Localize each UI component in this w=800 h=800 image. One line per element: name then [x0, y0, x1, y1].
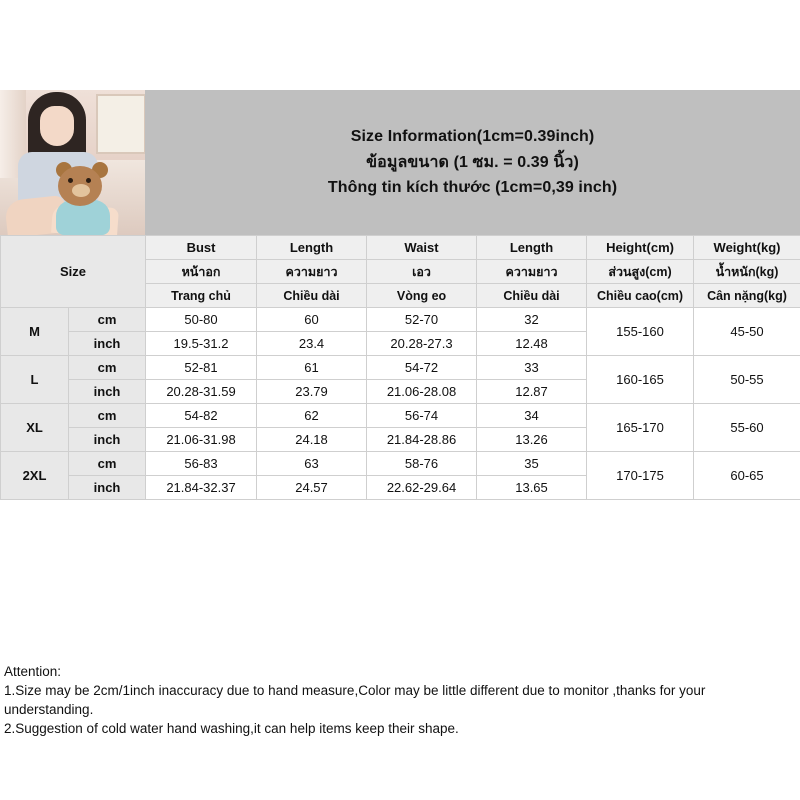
cell-waist: 58-76: [367, 452, 477, 476]
cell-waist: 20.28-27.3: [367, 332, 477, 356]
cell-length2: 13.65: [477, 476, 587, 500]
table-row: [1, 452, 800, 476]
col-weight-en: Weight(kg): [694, 236, 800, 260]
col-waist-en: Waist: [367, 236, 477, 260]
cell-waist: 52-70: [367, 308, 477, 332]
row-size-m: M: [1, 308, 69, 356]
cell-length2: 32: [477, 308, 587, 332]
row-unit-inch: inch: [69, 332, 146, 356]
row-size-l: L: [1, 356, 69, 404]
row-unit-cm: cm: [69, 308, 146, 332]
title-line-vi: Thông tin kích thước (1cm=0,39 inch): [327, 179, 618, 196]
col-weight-th: น้ำหนัก(kg): [694, 260, 800, 284]
photo-window: [96, 94, 145, 154]
model-photo: [0, 90, 145, 235]
row-unit-cm: cm: [69, 356, 146, 380]
chart-header: [0, 90, 800, 235]
cell-length1: 23.4: [257, 332, 367, 356]
row-unit-inch: inch: [69, 380, 146, 404]
size-chart-card: [0, 90, 800, 737]
attention-title: Attention:: [4, 664, 62, 679]
col-bust-th: หน้าอก: [146, 260, 257, 284]
cell-length2: 33: [477, 356, 587, 380]
title-line-en: Size Information(1cm=0.39inch): [350, 128, 595, 145]
cell-length1: 63: [257, 452, 367, 476]
size-header-cell: Size: [1, 236, 146, 308]
cell-length2: 35: [477, 452, 587, 476]
attention-note-2: 2.Suggestion of cold water hand washing,it can help items keep their shape.: [4, 721, 459, 737]
teddy-bear-snout: [72, 184, 90, 197]
cell-length1: 24.57: [257, 476, 367, 500]
row-unit-inch: inch: [69, 428, 146, 452]
cell-waist: 56-74: [367, 404, 477, 428]
cell-bust: 19.5-31.2: [146, 332, 257, 356]
cell-height: 155-160: [587, 308, 694, 356]
row-size-xl: XL: [1, 404, 69, 452]
cell-weight: 50-55: [694, 356, 800, 404]
cell-length1: 61: [257, 356, 367, 380]
teddy-bear-eye-left: [68, 178, 73, 183]
cell-height: 160-165: [587, 356, 694, 404]
title-line-th: ข้อมูลขนาด (1 ซม. = 0.39 นิ้ว): [366, 154, 579, 171]
col-length2-vi: Chiều dài: [477, 284, 587, 308]
row-unit-inch: inch: [69, 476, 146, 500]
row-size-2xl: 2XL: [1, 452, 69, 500]
size-information-title: [145, 90, 800, 235]
cell-height: 170-175: [587, 452, 694, 500]
model-face: [40, 106, 74, 146]
col-waist-vi: Vòng eo: [367, 284, 477, 308]
cell-bust: 20.28-31.59: [146, 380, 257, 404]
teddy-bear-eye-right: [86, 178, 91, 183]
col-length1-vi: Chiều dài: [257, 284, 367, 308]
cell-length2: 13.26: [477, 428, 587, 452]
row-unit-cm: cm: [69, 404, 146, 428]
cell-bust: 52-81: [146, 356, 257, 380]
table-row: [1, 308, 800, 332]
attention-block: [0, 658, 800, 739]
cell-length1: 24.18: [257, 428, 367, 452]
table-row: [1, 356, 800, 380]
col-length1-en: Length: [257, 236, 367, 260]
cell-length2: 12.87: [477, 380, 587, 404]
col-bust-vi: Trang chủ: [146, 284, 257, 308]
col-bust-en: Bust: [146, 236, 257, 260]
cell-height: 165-170: [587, 404, 694, 452]
cell-length2: 34: [477, 404, 587, 428]
cell-weight: 60-65: [694, 452, 800, 500]
cell-weight: 45-50: [694, 308, 800, 356]
cell-length1: 23.79: [257, 380, 367, 404]
size-table: [0, 235, 800, 500]
cell-bust: 54-82: [146, 404, 257, 428]
col-height-th: ส่วนสูง(cm): [587, 260, 694, 284]
cell-waist: 54-72: [367, 356, 477, 380]
cell-weight: 55-60: [694, 404, 800, 452]
col-length2-th: ความยาว: [477, 260, 587, 284]
table-header-row-en: [1, 236, 800, 260]
cell-waist: 22.62-29.64: [367, 476, 477, 500]
cell-bust: 50-80: [146, 308, 257, 332]
cell-waist: 21.06-28.08: [367, 380, 477, 404]
col-waist-th: เอว: [367, 260, 477, 284]
cell-length1: 62: [257, 404, 367, 428]
cell-bust: 21.06-31.98: [146, 428, 257, 452]
col-height-vi: Chiều cao(cm): [587, 284, 694, 308]
row-unit-cm: cm: [69, 452, 146, 476]
cell-bust: 21.84-32.37: [146, 476, 257, 500]
cell-bust: 56-83: [146, 452, 257, 476]
table-row: [1, 404, 800, 428]
col-length1-th: ความยาว: [257, 260, 367, 284]
cell-waist: 21.84-28.86: [367, 428, 477, 452]
cell-length2: 12.48: [477, 332, 587, 356]
col-length2-en: Length: [477, 236, 587, 260]
attention-note-1: 1.Size may be 2cm/1inch inaccuracy due to hand measure,Color may be little different due to monitor ,thanks for your understanding.: [4, 683, 706, 718]
col-weight-vi: Cân nặng(kg): [694, 284, 800, 308]
col-height-en: Height(cm): [587, 236, 694, 260]
cell-length1: 60: [257, 308, 367, 332]
